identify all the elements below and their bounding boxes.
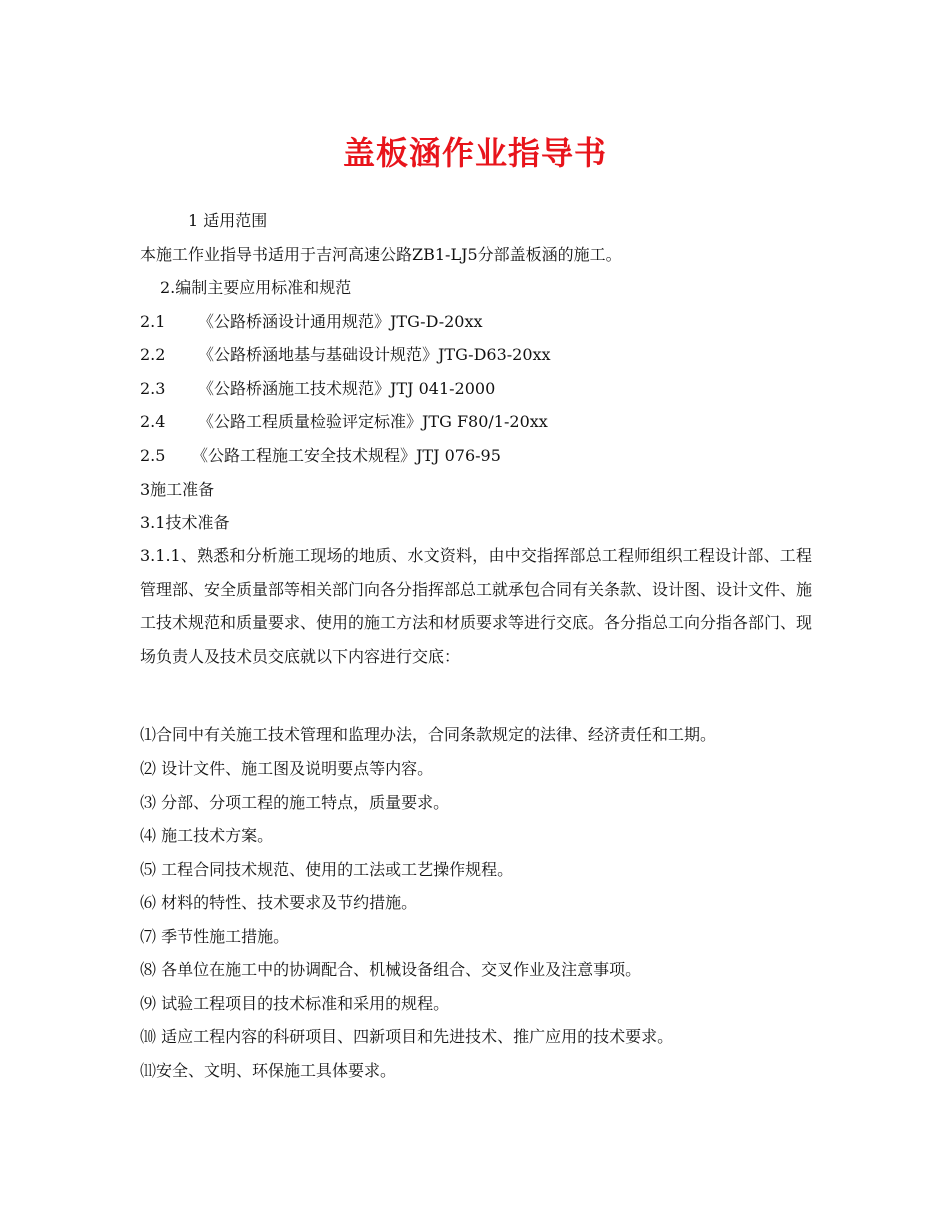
- list-item: ⑶ 分部、分项工程的施工特点，质量要求。: [140, 793, 450, 812]
- standard-item: [140, 412, 548, 432]
- list-item: ⑾安全、文明、环保施工具体要求。: [140, 1061, 397, 1080]
- standard-text: 《公路桥涵地基与基础设计规范》JTG-D63-20xx: [198, 345, 551, 364]
- standard-number: 2.4: [140, 412, 166, 431]
- standard-text: 《公路工程质量检验评定标准》JTG F80/1-20xx: [198, 412, 548, 431]
- list-item: ⑵ 设计文件、施工图及说明要点等内容。: [140, 759, 434, 778]
- standard-item: [140, 379, 495, 399]
- standard-number: 2.2: [140, 345, 166, 364]
- list-item: ⑷ 施工技术方案。: [140, 826, 274, 845]
- section-3-1-heading: 3.1技术准备: [140, 513, 230, 532]
- section-1-text: 本施工作业指导书适用于吉河高速公路ZB1-LJ5分部盖板涵的施工。: [140, 245, 622, 264]
- standard-number: 2.3: [140, 379, 166, 398]
- standard-text: 《公路桥涵设计通用规范》JTG-D-20xx: [198, 312, 483, 331]
- section-2-heading: 2.编制主要应用标准和规范: [160, 278, 352, 297]
- list-item: ⑴合同中有关施工技术管理和监理办法，合同条款规定的法律、经济责任和工期。: [140, 725, 717, 744]
- section-1-heading: 1 适用范围: [188, 211, 268, 230]
- standard-text: 《公路桥涵施工技术规范》JTJ 041-2000: [198, 379, 496, 398]
- standard-number: 2.5: [140, 446, 166, 465]
- section-3-heading: 3施工准备: [140, 480, 215, 499]
- standard-item: [140, 446, 501, 466]
- paragraph-3-1-1: 3.1.1、熟悉和分析施工现场的地质、水文资料，由中交指挥部总工程师组织工程设计部、工程管理部、安全质量部等相关部门向各分指挥部总工就承包合同有关条款、设计图、设计文件、施工技术规范和质量要求、使用的施工方法和材质要求等进行交底。各分指总工向分指各部门、现场负责人及技术员交底就以下内容进行交底：: [140, 546, 813, 666]
- document-title: 盖板涵作业指导书: [342, 134, 607, 172]
- list-item: ⑸ 工程合同技术规范、使用的工法或工艺操作规程。: [140, 860, 514, 879]
- standard-item: [140, 345, 551, 365]
- standard-number: 2.1: [140, 312, 166, 331]
- list-item: ⑺ 季节性施工措施。: [140, 927, 290, 946]
- list-item: ⑽ 适应工程内容的科研项目、四新项目和先进技术、推广应用的技术要求。: [140, 1027, 674, 1046]
- standard-item: [140, 312, 483, 332]
- list-item: ⑼ 试验工程项目的技术标准和采用的规程。: [140, 994, 450, 1013]
- list-item: ⑹ 材料的特性、技术要求及节约措施。: [140, 893, 418, 912]
- standard-text: 《公路工程施工安全技术规程》JTJ 076-95: [192, 446, 501, 465]
- list-item: ⑻ 各单位在施工中的协调配合、机械设备组合、交叉作业及注意事项。: [140, 960, 642, 979]
